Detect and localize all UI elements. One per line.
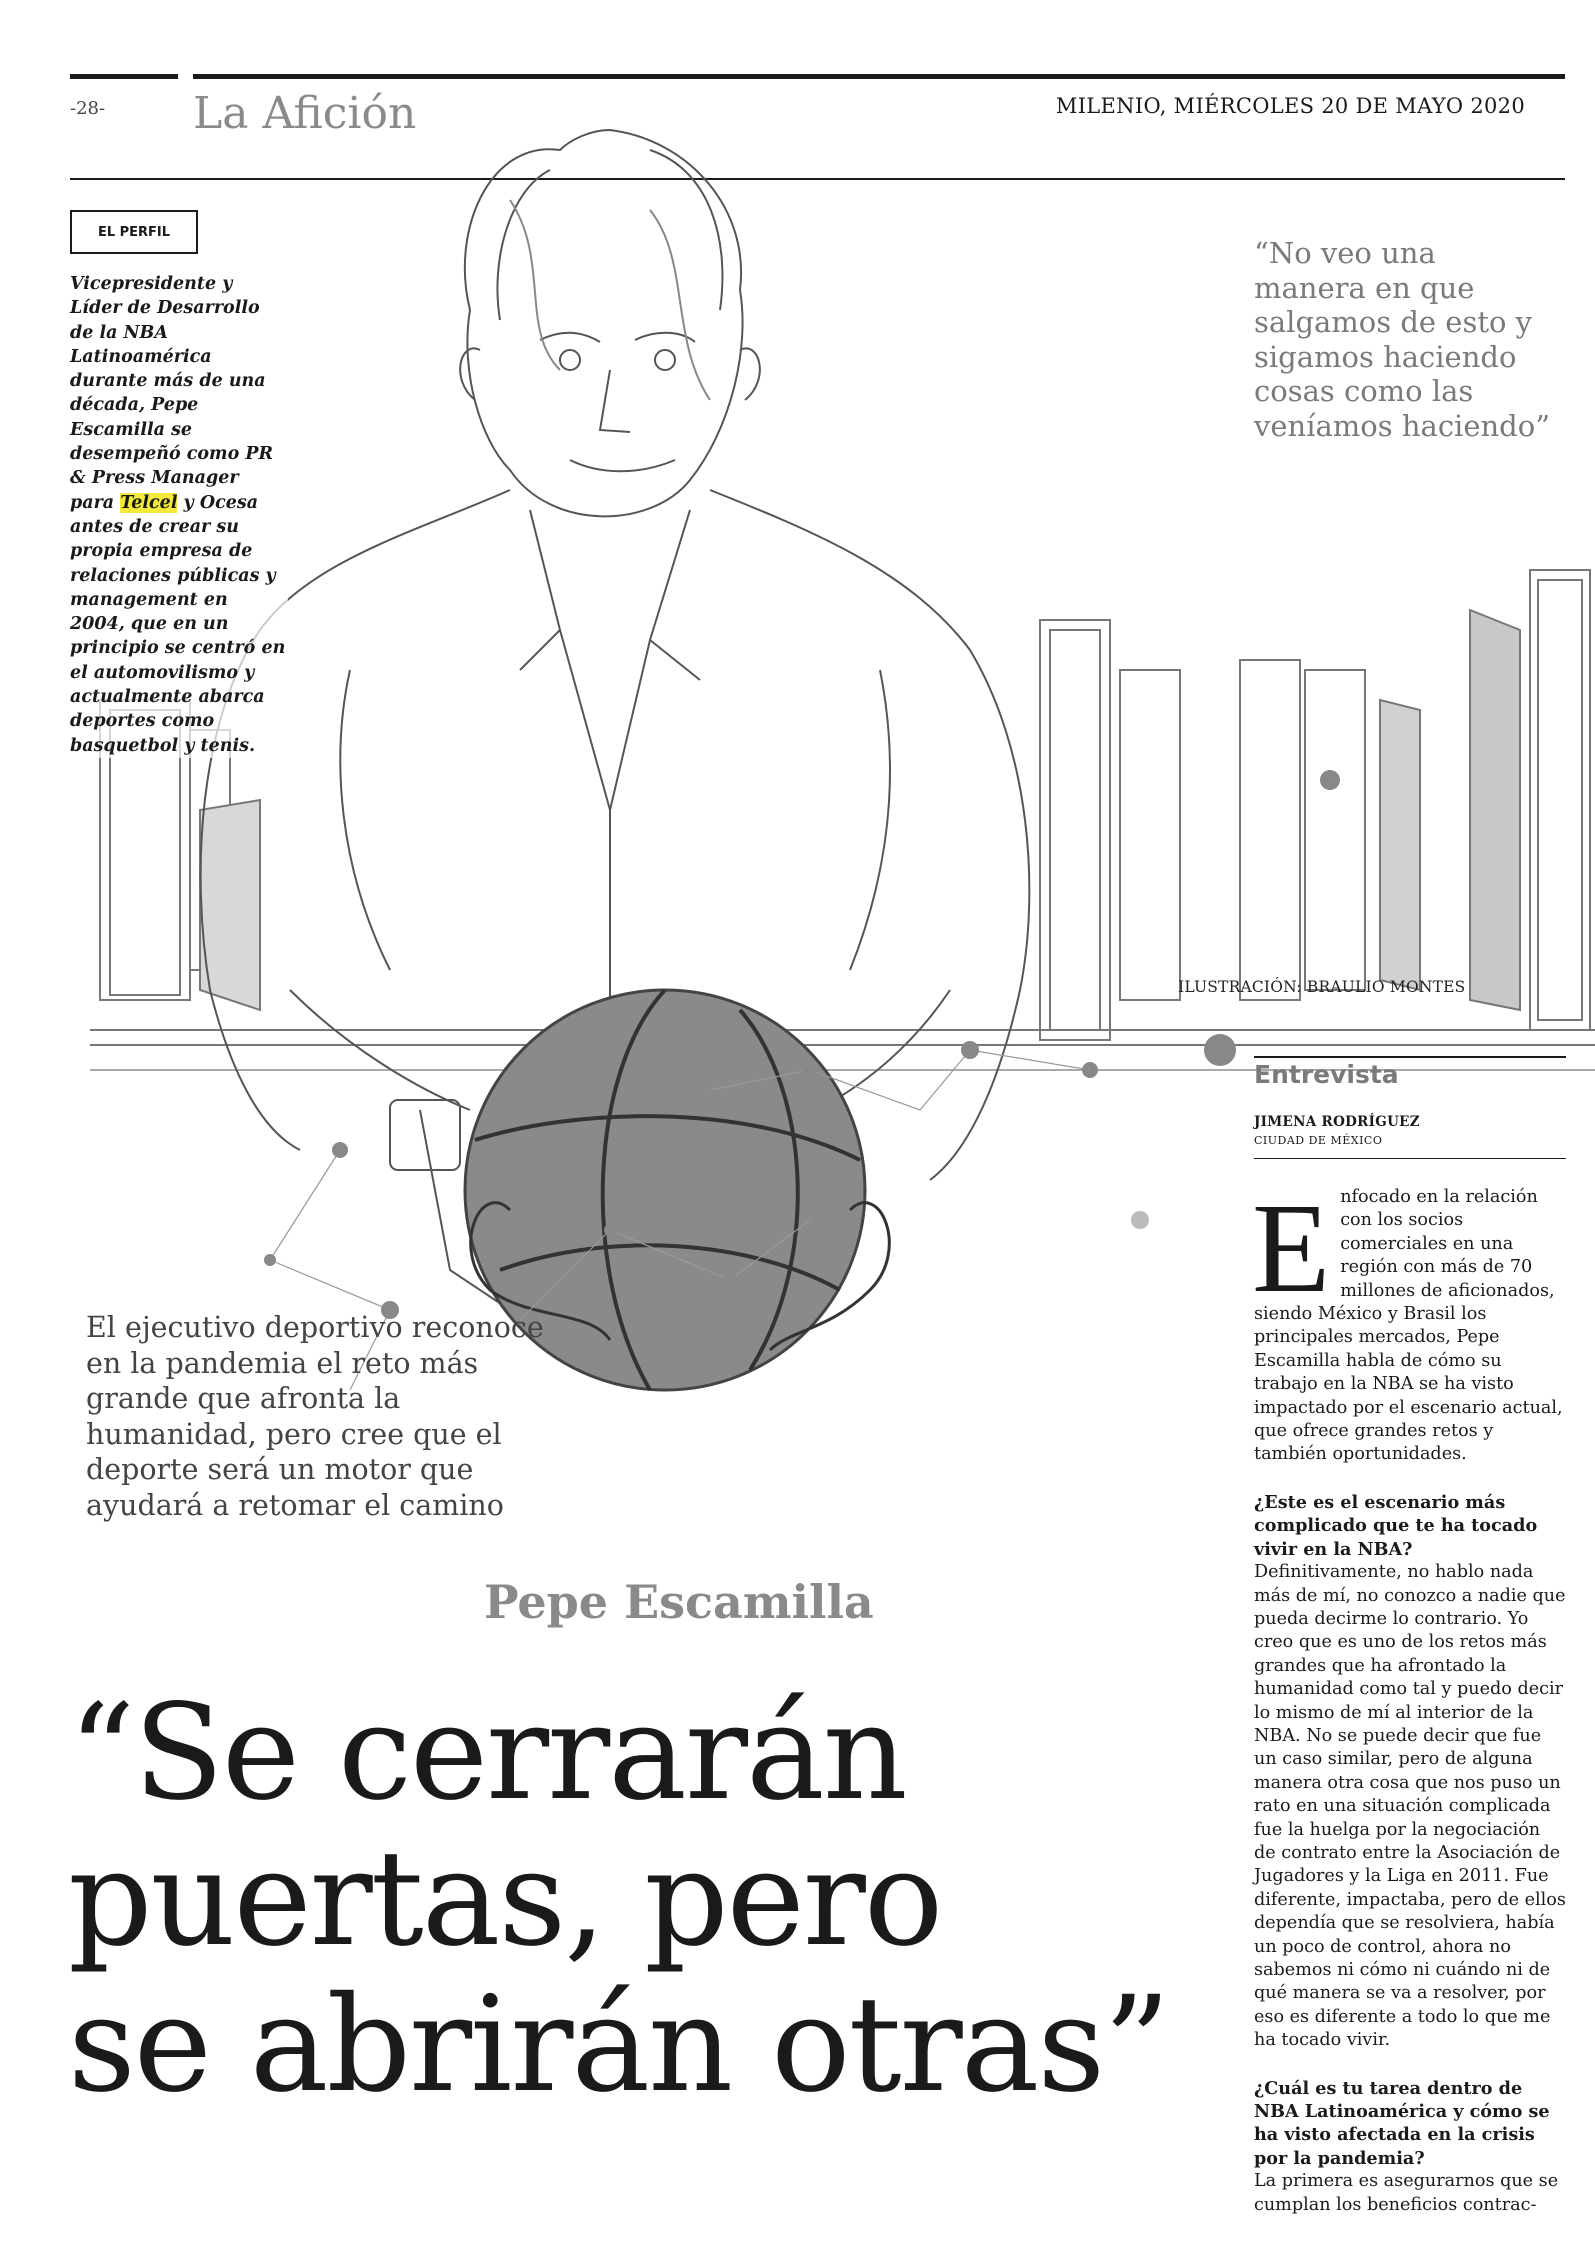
qa-block-1 — [1254, 1491, 1566, 2053]
kicker-rule — [1254, 1056, 1566, 1058]
byline: JIMENA RODRÍGUEZ — [1254, 1114, 1420, 1130]
question-1: ¿Este es el escenario más complicado que te ha tocado vivir en la NBA? — [1254, 1491, 1538, 1560]
dateline: MILENIO, MIÉRCOLES 20 DE MAYO 2020 — [1055, 94, 1525, 118]
byline-rule — [1254, 1158, 1566, 1159]
qa-block-2 — [1254, 2077, 1566, 2217]
deck-summary: El ejecutivo deportivo reconoce en la pandemia el reto más grande que afronta la humanidad, pero cree que el deporte será un motor que ayudará a retomar el camino — [86, 1311, 544, 1522]
profile-text — [70, 272, 288, 758]
question-2: ¿Cuál es tu tarea dentro de NBA Latinoamérica y cómo se ha visto afectada en la crisis por la pandemia? — [1254, 2077, 1550, 2169]
article-kicker: Entrevista — [1254, 1060, 1399, 1089]
lede-paragraph — [1252, 1177, 1566, 1467]
drop-cap: E — [1252, 1177, 1331, 1319]
headline: “Se cerrarán puertas, pero se abrirán otras” — [68, 1676, 1169, 2122]
profile-text-before: Vicepresidente y Líder de Desarrollo de la NBA Latinoamérica durante más de una década, Pepe Escamilla se desempeñó como PR & Press Manager para — [70, 274, 274, 513]
header-rule-left — [70, 74, 178, 79]
pull-quote: “No veo una manera en que salgamos de esto y sigamos haciendo cosas como las veníamos haciendo” — [1254, 236, 1551, 443]
subject-name: Pepe Escamilla — [484, 1575, 874, 1629]
illustration-credit: ILUSTRACIÓN: BRAULIO MONTES — [1178, 978, 1466, 996]
header-rule-right — [193, 74, 1565, 79]
profile-text-after: y Ocesa antes de crear su propia empresa de relaciones públicas y management en 2004, que en un principio se centró en el automovilismo y actualmente abarca deportes como basquetbol y tenis. — [70, 492, 286, 756]
lede-text: nfocado en la relación con los socios comerciales en una región con más de 70 millones de aficionados, siendo México y Brasil los principales mercados, Pepe Escamilla habla de cómo su trabajo en la NBA se ha visto impactado por el escenario actual, que ofrece grandes retos y también oportunidades. — [1254, 1187, 1563, 1465]
article-body — [1252, 1177, 1566, 2241]
answer-1: Definitivamente, no hablo nada más de mí, no conozco a nadie que pueda decirme lo contrario. Yo creo que es uno de los retos más grandes que ha afrontado la humanidad como tal y puedo decir lo mismo de mí al interior de la NBA. No se puede decir que fue un caso similar, pero de alguna manera otra cosa que nos puso un rato en una situación complicada fue la huelga por la negociación de contrato entre la Asociación de Jugadores y la Liga en 2011. Fue diferente, impactaba, pero de ellos dependía que se resolviera, había un poco de control, ahora no sabemos ni cómo ni cuándo ni de qué manera se va a resolver, por eso es diferente a todo lo que me ha tocado vivir. — [1254, 1562, 1566, 2051]
profile-highlight: Telcel — [120, 492, 178, 513]
profile-tag: EL PERFIL — [70, 210, 198, 254]
head-sketch — [460, 130, 760, 516]
page-number: -28- — [70, 98, 106, 119]
section-name: La Afición — [193, 88, 417, 139]
byline-city: CIUDAD DE MÉXICO — [1254, 1134, 1383, 1147]
answer-2: La primera es asegurarnos que se cumplan los beneficios contrac- — [1254, 2171, 1559, 2215]
